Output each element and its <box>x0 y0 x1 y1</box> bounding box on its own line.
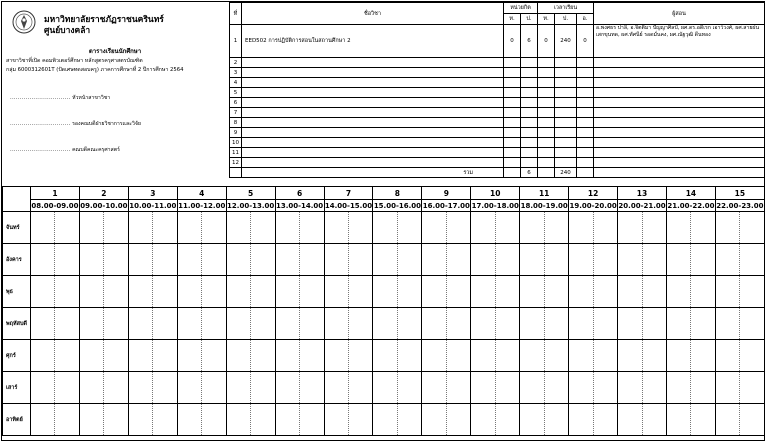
timetable-cell <box>471 404 520 436</box>
timetable-cell <box>275 244 324 276</box>
timetable-cell <box>666 340 715 372</box>
period-time: 13.00-14.00 <box>275 201 324 210</box>
period-time: 15.00-16.00 <box>373 201 422 210</box>
timetable-cell <box>324 244 373 276</box>
timetable-cell <box>79 212 128 244</box>
sub-header-p: ป. <box>555 14 577 25</box>
timetable-cell <box>471 372 520 404</box>
col-credits-header: หน่วยกิต <box>504 3 538 14</box>
day-row <box>3 244 765 276</box>
timetable-cell <box>31 244 80 276</box>
timetable-cell <box>177 276 226 308</box>
timetable-cell <box>177 340 226 372</box>
timetable-cell <box>422 340 471 372</box>
program-line: สาขาวิชาที่เปิด คอมพิวเตอร์ศึกษา หลักสูตรครุศาสตรบัณฑิต <box>6 58 143 64</box>
subject-name: EED502 การปฏิบัติการสอนในสถานศึกษา 2 <box>242 25 504 58</box>
period-number: 14 <box>666 187 715 200</box>
timetable-cell <box>618 308 667 340</box>
period-number: 9 <box>422 187 471 200</box>
hour-o: 0 <box>577 25 594 58</box>
row-no: 2 <box>230 58 242 68</box>
period-time: 14.00-15.00 <box>324 201 373 210</box>
timetable-cell <box>471 276 520 308</box>
timetable-cell <box>520 212 569 244</box>
timetable-cell <box>471 212 520 244</box>
timetable-cell <box>226 372 275 404</box>
hour-t: 0 <box>538 25 555 58</box>
timetable-cell <box>569 276 618 308</box>
sub-header-t: ท. <box>504 14 521 25</box>
timetable-cell <box>226 404 275 436</box>
timetable-cell <box>128 404 177 436</box>
credit-t: 0 <box>504 25 521 58</box>
timetable-cell <box>177 212 226 244</box>
timetable-cell <box>569 244 618 276</box>
timetable-cell <box>373 308 422 340</box>
credit-p: 6 <box>521 25 538 58</box>
timetable-cell <box>128 308 177 340</box>
course-row <box>230 58 765 68</box>
course-row <box>230 148 765 158</box>
timetable-cell <box>275 404 324 436</box>
timetable-cell <box>569 404 618 436</box>
timetable-cell <box>275 212 324 244</box>
signature-line-dean: ............................... คณบดีคณะครุศาสตร์ <box>10 147 120 153</box>
timetable-cell <box>618 212 667 244</box>
timetable-cell <box>618 404 667 436</box>
day-label: เสาร์ <box>3 372 31 404</box>
col-subject-header: ชื่อวิชา <box>242 3 504 25</box>
timetable-cell <box>324 212 373 244</box>
timetable-cell <box>666 276 715 308</box>
timetable-cell <box>275 276 324 308</box>
timetable-cell <box>715 244 764 276</box>
period-number: 12 <box>569 187 618 200</box>
period-time: 18.00-19.00 <box>520 201 568 210</box>
university-name: มหาวิทยาลัยราชภัฏราชนครินทร์ <box>44 15 164 25</box>
period-number: 7 <box>324 187 373 200</box>
timetable-cell <box>128 372 177 404</box>
timetable-cell <box>128 276 177 308</box>
day-row <box>3 340 765 372</box>
course-table <box>229 2 765 178</box>
period-number: 15 <box>715 187 764 200</box>
timetable-cell <box>324 404 373 436</box>
course-row <box>230 128 765 138</box>
period-number: 5 <box>226 187 275 200</box>
period-time: 08.00-09.00 <box>31 201 79 210</box>
timetable-cell <box>471 308 520 340</box>
document-header <box>2 2 228 182</box>
row-no: 5 <box>230 88 242 98</box>
period-time: 22.00-23.00 <box>716 201 764 210</box>
day-row <box>3 276 765 308</box>
schedule-title: ตารางเรียนนักศึกษา <box>88 48 142 55</box>
row-no: 10 <box>230 138 242 148</box>
timetable-cell <box>666 308 715 340</box>
timetable-cell <box>31 308 80 340</box>
period-number: 1 <box>31 187 80 200</box>
timetable-cell <box>177 372 226 404</box>
row-no: 1 <box>230 25 242 58</box>
timetable-cell <box>618 276 667 308</box>
timetable-cell <box>715 404 764 436</box>
total-credit-p: 6 <box>521 168 538 178</box>
timetable-cell <box>373 276 422 308</box>
col-teacher-header: ผู้สอน <box>594 3 765 25</box>
course-row <box>230 88 765 98</box>
timetable-cell <box>618 244 667 276</box>
timetable-cell <box>666 212 715 244</box>
timetable-cell <box>31 340 80 372</box>
day-label: พฤหัสบดี <box>3 308 31 340</box>
row-no: 11 <box>230 148 242 158</box>
timetable-cell <box>715 340 764 372</box>
col-no-header: ที่ <box>230 3 242 25</box>
signature-line-head: ............................... หัวหน้าสาขาวิชา <box>10 95 111 101</box>
timetable-cell <box>31 276 80 308</box>
timetable-cell <box>128 212 177 244</box>
timetable-cell <box>618 372 667 404</box>
timetable-cell <box>31 404 80 436</box>
timetable-cell <box>569 308 618 340</box>
group-line: กลุ่ม 6000312601T (ปัดเศษทดสอบครู) ภาคการศึกษาที่ 2 ปีการศึกษา 2564 <box>6 67 184 73</box>
day-label: พุธ <box>3 276 31 308</box>
campus-name: ศูนย์บางคล้า <box>44 26 91 36</box>
timetable-cell <box>177 244 226 276</box>
day-label: อังคาร <box>3 244 31 276</box>
timetable-cell <box>715 212 764 244</box>
period-time: 11.00-12.00 <box>178 201 226 210</box>
day-row <box>3 372 765 404</box>
timetable-cell <box>520 276 569 308</box>
period-time: 17.00-18.00 <box>471 201 519 210</box>
university-seal-icon <box>12 10 36 34</box>
timetable-cell <box>520 308 569 340</box>
row-no: 12 <box>230 158 242 168</box>
timetable-cell <box>373 244 422 276</box>
course-row <box>230 138 765 148</box>
timetable-cell <box>715 276 764 308</box>
timetable-cell <box>422 372 471 404</box>
timetable-cell <box>31 372 80 404</box>
sub-header-t: ท. <box>538 14 555 25</box>
timetable-cell <box>422 276 471 308</box>
period-number: 8 <box>373 187 422 200</box>
hour-p: 240 <box>555 25 577 58</box>
day-row <box>3 404 765 436</box>
period-number: 4 <box>177 187 226 200</box>
timetable-cell <box>324 372 373 404</box>
timetable-cell <box>618 340 667 372</box>
timetable-cell <box>373 404 422 436</box>
timetable-cell <box>79 244 128 276</box>
timetable-cell <box>471 340 520 372</box>
timetable-cell <box>324 276 373 308</box>
period-number: 13 <box>618 187 667 200</box>
col-hours-header: เวลาเรียน <box>538 3 594 14</box>
timetable-cell <box>324 340 373 372</box>
timetable-cell <box>79 340 128 372</box>
period-time: 16.00-17.00 <box>422 201 470 210</box>
period-time: 12.00-13.00 <box>227 201 275 210</box>
timetable-cell <box>79 404 128 436</box>
period-time: 09.00-10.00 <box>80 201 128 210</box>
timetable-cell <box>520 340 569 372</box>
period-time: 19.00-20.00 <box>569 201 617 210</box>
timetable-cell <box>79 308 128 340</box>
total-row <box>230 168 765 178</box>
period-time: 10.00-11.00 <box>129 201 177 210</box>
timetable-cell <box>666 244 715 276</box>
timetable-cell <box>324 308 373 340</box>
course-row <box>230 108 765 118</box>
timetable-cell <box>422 212 471 244</box>
row-no: 7 <box>230 108 242 118</box>
row-no: 4 <box>230 78 242 88</box>
timetable-cell <box>275 372 324 404</box>
row-no: 8 <box>230 118 242 128</box>
timetable-cell <box>666 404 715 436</box>
day-label: อาทิตย์ <box>3 404 31 436</box>
course-row <box>230 68 765 78</box>
period-number: 2 <box>79 187 128 200</box>
timetable-cell <box>422 244 471 276</box>
timetable-cell <box>422 308 471 340</box>
timetable-cell <box>471 244 520 276</box>
timetable-cell <box>520 372 569 404</box>
timetable-cell <box>715 308 764 340</box>
timetable-cell <box>666 372 715 404</box>
row-no: 6 <box>230 98 242 108</box>
timetable-cell <box>520 404 569 436</box>
timetable-cell <box>569 212 618 244</box>
timetable-cell <box>177 404 226 436</box>
timetable-cell <box>569 340 618 372</box>
sub-header-p: ป. <box>521 14 538 25</box>
timetable-cell <box>422 404 471 436</box>
timetable-cell <box>226 244 275 276</box>
row-no: 3 <box>230 68 242 78</box>
period-number: 11 <box>520 187 569 200</box>
timetable-cell <box>226 340 275 372</box>
signature-line-deputy: ............................... รองคณบดีฝ่ายวิชาการและวิจัย <box>10 121 141 127</box>
timetable-cell <box>275 340 324 372</box>
timetable-cell <box>226 276 275 308</box>
timetable-cell <box>128 340 177 372</box>
timetable-cell <box>373 372 422 404</box>
timetable-cell <box>373 340 422 372</box>
course-row <box>230 158 765 168</box>
course-row <box>230 78 765 88</box>
timetable-cell <box>569 372 618 404</box>
timetable-cell <box>226 308 275 340</box>
period-number: 3 <box>128 187 177 200</box>
course-row <box>230 25 765 58</box>
timetable-cell <box>715 372 764 404</box>
period-number: 10 <box>471 187 520 200</box>
weekly-timetable <box>2 186 765 436</box>
course-row <box>230 98 765 108</box>
total-hour-p: 240 <box>555 168 577 178</box>
timetable-corner <box>3 187 31 212</box>
total-label: รวม <box>242 168 504 178</box>
timetable-cell <box>128 244 177 276</box>
day-row <box>3 308 765 340</box>
period-time: 20.00-21.00 <box>618 201 666 210</box>
day-label: จันทร์ <box>3 212 31 244</box>
course-row <box>230 118 765 128</box>
timetable-cell <box>31 212 80 244</box>
timetable-cell <box>177 308 226 340</box>
period-number: 6 <box>275 187 324 200</box>
sub-header-o: อ. <box>577 14 594 25</box>
timetable-cell <box>275 308 324 340</box>
row-no: 9 <box>230 128 242 138</box>
timetable-cell <box>520 244 569 276</box>
timetable-cell <box>79 372 128 404</box>
timetable-cell <box>79 276 128 308</box>
day-label: ศุกร์ <box>3 340 31 372</box>
day-row <box>3 212 765 244</box>
period-time: 21.00-22.00 <box>667 201 715 210</box>
timetable-cell <box>373 212 422 244</box>
timetable-cell <box>226 212 275 244</box>
teacher-list: อ.พงศธร ปาลี, อ.จิตติมา ปัญญาศิลป์, ผศ.ดร.อดิเรก เอาว์วงศ์, ผศ.สายฝน เสกขุนทด, ผศ.ทัศนีย์ รอดมั่นคง, ผศ.ณัฐวุฒิ ดีนทอง <box>594 25 765 58</box>
